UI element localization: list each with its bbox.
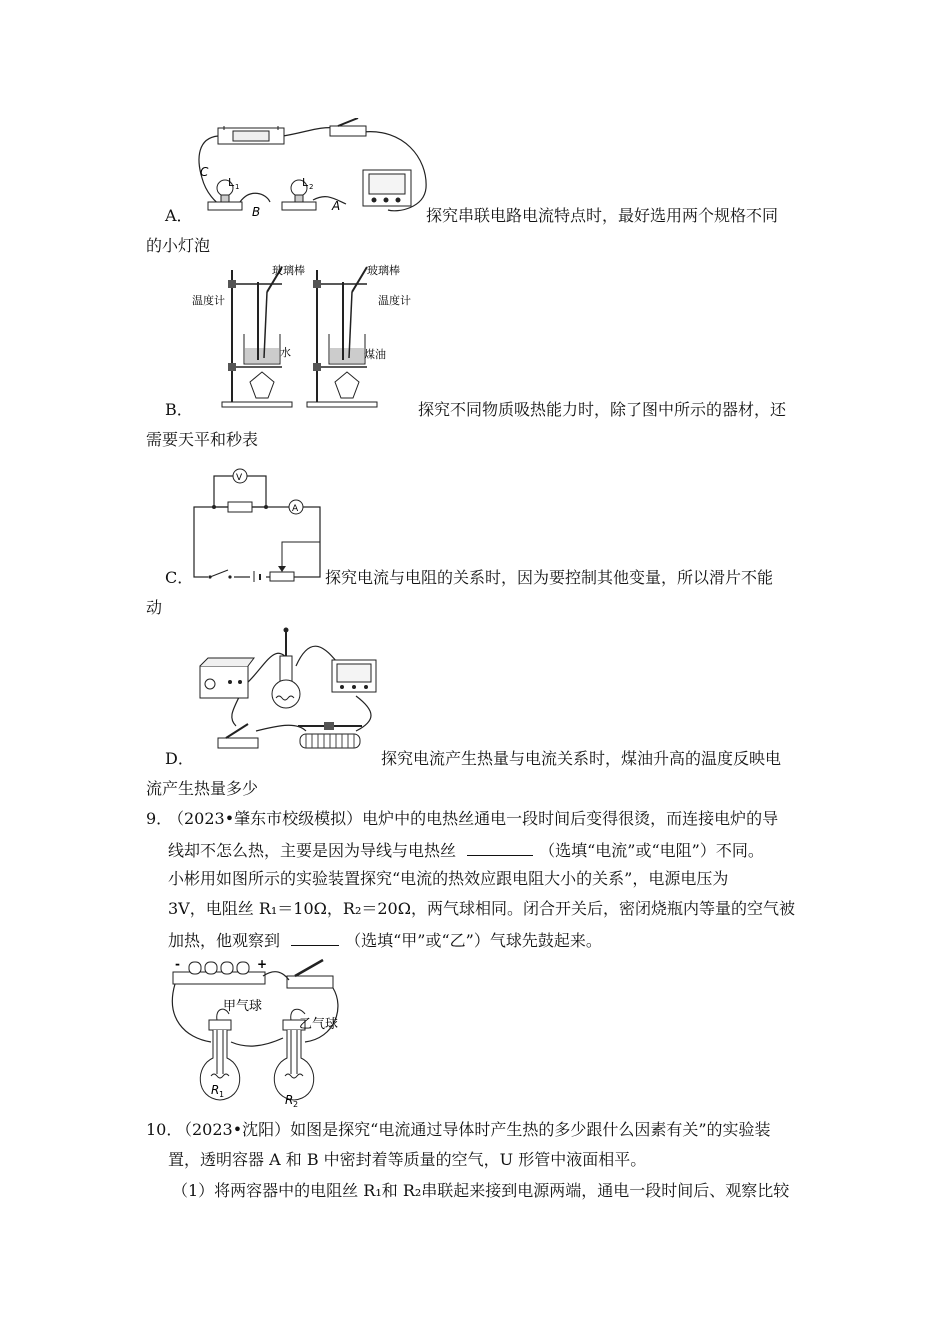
l1-sub: 1 (235, 183, 240, 191)
q9-line-2a: 线却不怎么热，主要是因为导线与电热丝 (168, 841, 457, 860)
series-circuit-figure (188, 118, 433, 223)
option-c-text-1: 探究电流与电阻的关系时，因为要控制其他变量，所以滑片不能 (325, 568, 774, 587)
voltmeter-label: V (236, 473, 243, 483)
r1-label: R (211, 1083, 220, 1097)
ammeter-label: A (292, 504, 299, 514)
option-c-letter: C． (165, 568, 194, 587)
option-a-text-2: 的小灯泡 (146, 236, 211, 255)
q9-line-5b: （选填“甲”或“乙”）气球先鼓起来。 (345, 931, 602, 950)
l1-label: L (228, 176, 235, 189)
heating-comparison-figure (192, 262, 422, 412)
balloon-a-label: 甲气球 (223, 999, 263, 1014)
option-c-text-2: 动 (146, 598, 163, 617)
heat-current-figure (196, 626, 381, 761)
q9-blank-2[interactable] (291, 929, 339, 946)
glass-rod-right-label: 玻璃棒 (367, 264, 400, 277)
q9-line-4: 3V，电阻丝 R₁＝10Ω，R₂＝20Ω，两气球相同。闭合开关后，密闭烧瓶内等量的空气被 (168, 899, 795, 918)
q9-line-2 (168, 839, 764, 861)
l2-sub: 2 (309, 183, 314, 191)
battery-minus-label: - (175, 958, 180, 971)
balloon-b-label: 乙气球 (299, 1017, 339, 1032)
battery-plus-label: + (257, 958, 268, 971)
q9-blank-1[interactable] (467, 839, 533, 856)
r2-sub: 2 (293, 1100, 299, 1108)
option-b-text-2: 需要天平和秒表 (146, 430, 259, 449)
water-label: 水 (280, 346, 291, 359)
option-d-text-2: 流产生热量多少 (146, 779, 259, 798)
option-d-text-1: 探究电流产生热量与电流关系时，煤油升高的温度反映电 (381, 749, 782, 768)
l2-label: L (302, 176, 309, 189)
q9-line-5a: 加热，他观察到 (168, 931, 281, 950)
option-d-letter: D． (165, 749, 194, 768)
kerosene-label: 煤油 (364, 348, 386, 361)
option-b-text-1: 探究不同物质吸热能力时，除了图中所示的器材，还 (418, 400, 787, 419)
q9-number: 9． (146, 809, 173, 828)
q10-line-1: （2023•沈阳）如图是探究“电流通过导体时产生热的多少跟什么因素有关”的实验装 (176, 1120, 771, 1139)
q10-number: 10． (146, 1120, 183, 1139)
glass-rod-left-label: 玻璃棒 (272, 264, 305, 277)
point-b-label: B (252, 205, 261, 219)
option-a-letter: A． (165, 206, 193, 225)
point-c-label: C (200, 165, 209, 179)
q10-line-3: （1）将两容器中的电阻丝 R₁和 R₂串联起来接到电源两端，通电一段时间后、观察比较 (172, 1181, 790, 1200)
q9-line-1: （2023•肇东市校级模拟）电炉中的电热丝通电一段时间后变得很烫，而连接电炉的导 (168, 809, 779, 828)
q10-line-2: 置，透明容器 A 和 B 中密封着等质量的空气，U 形管中液面相平。 (168, 1150, 647, 1169)
option-b-letter: B． (165, 400, 193, 419)
q9-line-5 (168, 929, 602, 951)
balloon-experiment-figure (165, 958, 345, 1108)
r1-sub: 1 (219, 1090, 225, 1099)
r2-label: R (285, 1093, 294, 1107)
q9-line-3: 小彬用如图所示的实验装置探究“电流的热效应跟电阻大小的关系”，电源电压为 (168, 869, 729, 888)
q9-line-2b: （选填“电流”或“电阻”）不同。 (539, 841, 764, 860)
thermometer-right-label: 温度计 (378, 294, 411, 307)
thermometer-left-label: 温度计 (192, 294, 225, 307)
current-resistance-circuit-figure (190, 462, 325, 582)
point-a-label: A (332, 199, 341, 213)
option-a-text-1: 探究串联电路电流特点时，最好选用两个规格不同 (426, 206, 779, 225)
